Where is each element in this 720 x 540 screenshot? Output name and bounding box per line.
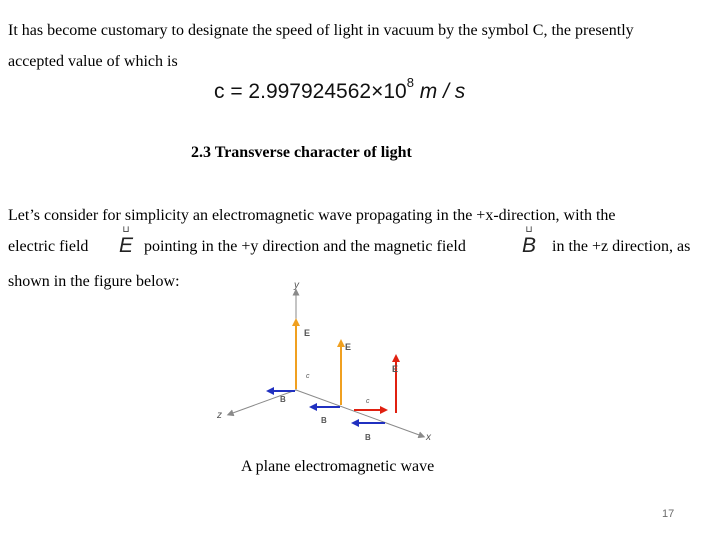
paragraph2-line-2c: in the +z direction, as (552, 238, 691, 255)
E-label-2: E (345, 342, 352, 352)
page-number: 17 (662, 508, 675, 520)
speed-of-light-equation (214, 75, 466, 104)
B-label-2: B (321, 416, 327, 425)
vector-mark-icon: ⊔ (122, 224, 130, 234)
z-axis (230, 390, 296, 414)
magnetic-field-letter: B (521, 234, 536, 257)
magnetic-field-symbol (517, 224, 541, 258)
paragraph2-line-1: Let’s consider for simplicity an electromagnetic wave propagating in the +x-direction, with the (8, 207, 616, 224)
E-label-1: E (304, 328, 311, 338)
z-axis-label: z (217, 410, 222, 421)
electromagnetic-wave-figure (200, 270, 460, 455)
electric-field-symbol (114, 224, 138, 258)
paragraph2-line-2a: electric field (8, 238, 89, 255)
paragraph2-line-3: shown in the figure below: (8, 273, 180, 290)
c-label-2: c (366, 398, 370, 405)
section-heading: 2.3 Transverse character of light (191, 144, 412, 161)
electric-field-letter: E (118, 234, 133, 257)
B-label-3: B (365, 433, 371, 442)
figure-caption: A plane electromagnetic wave (241, 458, 435, 475)
c-label-1: c (306, 373, 310, 380)
paragraph-line-1: It has become customary to designate the speed of light in vacuum by the symbol C, the presently (8, 22, 634, 39)
equation-times: ×10 (371, 80, 407, 103)
paragraph-line-2: accepted value of which is (8, 53, 178, 70)
x-axis (296, 390, 422, 436)
y-axis-label: y (294, 280, 299, 291)
x-axis-label: x (426, 432, 431, 443)
equation-unit: m / s (419, 80, 466, 103)
paragraph2-line-2b: pointing in the +y direction and the magnetic field (144, 238, 466, 255)
B-label-1: B (280, 395, 286, 404)
equation-lhs: c = 2.997924562 (214, 80, 372, 103)
E-label-3: E (392, 364, 399, 374)
vector-mark-icon: ⊔ (525, 224, 533, 234)
equation-exponent: 8 (406, 75, 414, 90)
